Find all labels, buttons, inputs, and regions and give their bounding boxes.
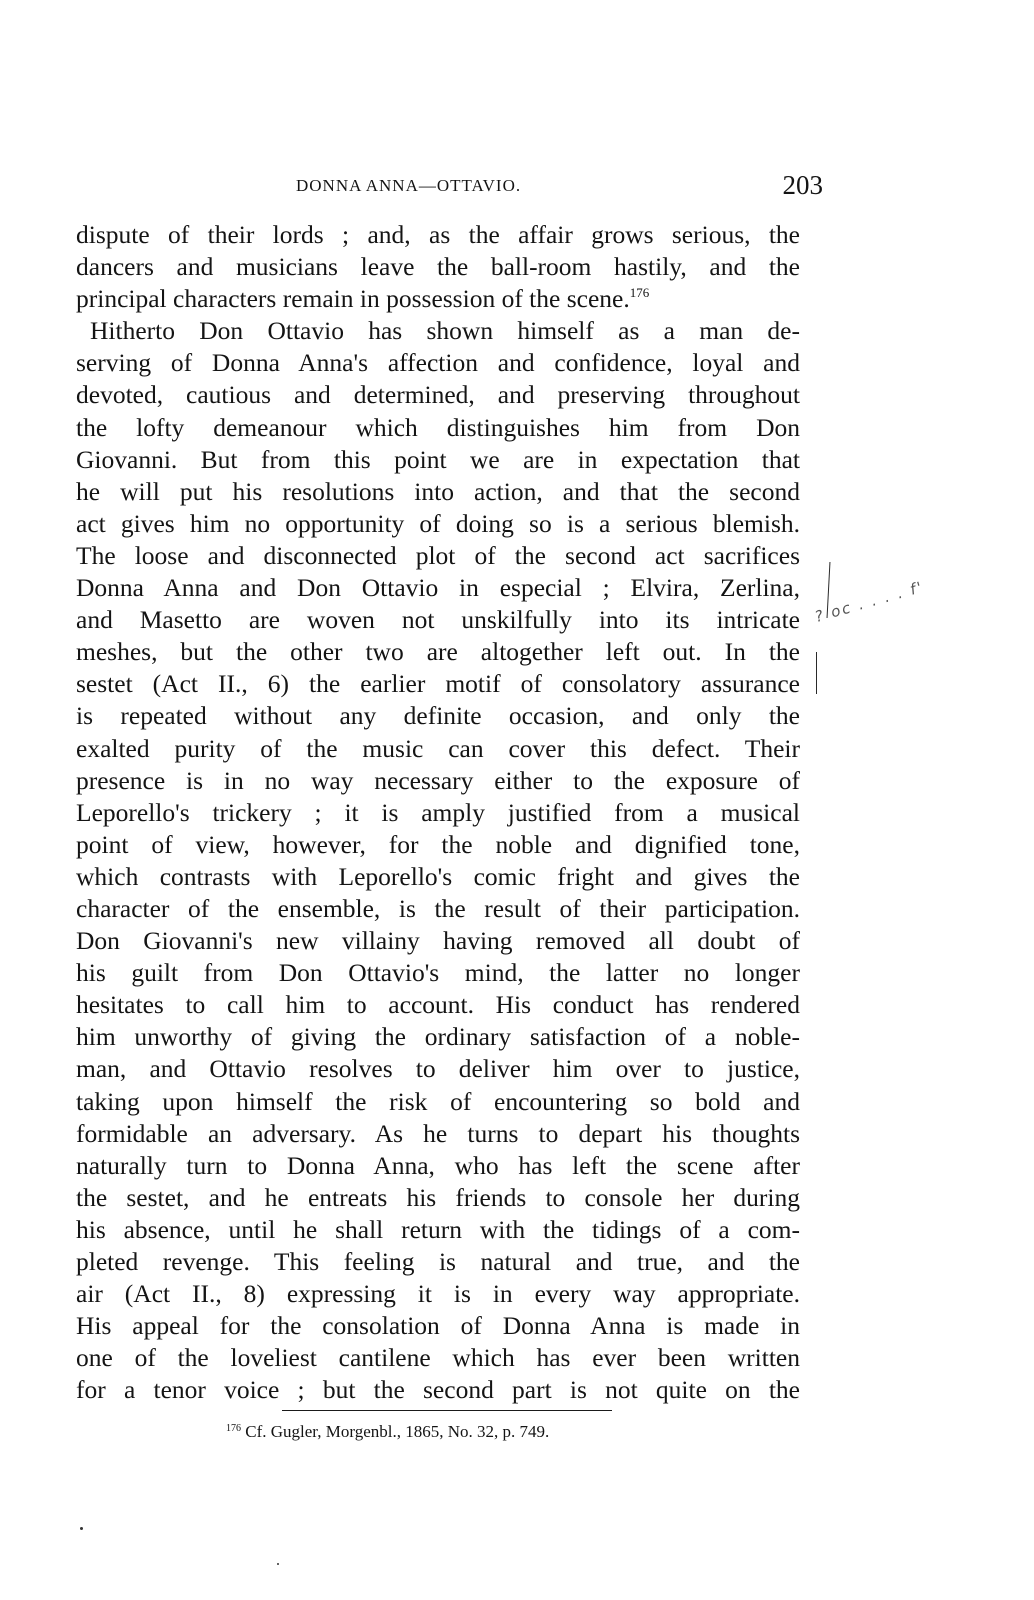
text-line: devoted, cautious and determined, and preserving throughout <box>76 380 800 410</box>
text-line: The loose and disconnected plot of the second act sacrifices <box>76 540 800 570</box>
text-line: exalted purity of the music can cover this defect. Their <box>76 733 800 763</box>
text-line: Don Giovanni's new villainy having removed all doubt of <box>76 926 800 956</box>
text-line: for a tenor voice ; but the second part is not quite on the <box>76 1375 800 1405</box>
text-line: dancers and musicians leave the ball-room hastily, and the <box>76 252 800 282</box>
text-line: his guilt from Don Ottavio's mind, the latter no longer <box>76 958 800 988</box>
text-line: act gives him no opportunity of doing so is a serious blemish. <box>76 508 800 538</box>
text-line: is repeated without any definite occasion, and only the <box>76 701 800 731</box>
text-line: Donna Anna and Don Ottavio in especial ; Elvira, Zerlina, <box>76 573 800 603</box>
text-line-content: principal characters remain in possession of the scene. <box>76 284 630 314</box>
footnote-ref: 176 <box>629 285 650 301</box>
footnote <box>226 1421 726 1443</box>
text-line: dispute of their lords ; and, as the affair grows serious, the <box>76 220 800 249</box>
text-line: Giovanni. But from this point we are in expectation that <box>76 444 800 474</box>
text-line: sestet (Act II., 6) the earlier motif of consolatory assurance <box>76 669 800 699</box>
text-line: taking upon himself the risk of encountering so bold and <box>76 1086 800 1116</box>
text-line: he will put his resolutions into action, and that the second <box>76 476 800 506</box>
text-line: his absence, until he shall return with the tidings of a com- <box>76 1214 800 1244</box>
text-line: formidable an adversary. As he turns to depart his thoughts <box>76 1118 800 1148</box>
text-line: man, and Ottavio resolves to deliver him over to justice, <box>76 1054 800 1084</box>
text-line: point of view, however, for the noble and dignified tone, <box>76 829 800 859</box>
text-line: presence is in no way necessary either to the exposure of <box>76 765 800 795</box>
text-line: hesitates to call him to account. His conduct has rendered <box>76 990 800 1020</box>
text-line: naturally turn to Donna Anna, who has left the scene after <box>76 1150 800 1180</box>
footnote-text: Cf. Gugler, Morgenbl., 1865, No. 32, p. 749. <box>245 1422 550 1441</box>
page-speck <box>80 1527 83 1530</box>
page-speck <box>277 1563 279 1565</box>
text-line: serving of Donna Anna's affection and confidence, loyal and <box>76 348 800 378</box>
margin-annotation: ? oc . . . . f' <box>812 577 926 627</box>
text-line: him unworthy of giving the ordinary satisfaction of a noble- <box>76 1022 800 1052</box>
body-text <box>76 219 800 1406</box>
text-line: Leporello's trickery ; it is amply justified from a musical <box>76 797 800 827</box>
text-line-with-footnote-ref <box>76 283 800 315</box>
margin-bracket <box>816 652 819 694</box>
running-title: DONNA ANNA—OTTAVIO. <box>296 176 522 195</box>
text-line: the lofty demeanour which distinguishes him from Don <box>76 412 800 442</box>
text-line: and Masetto are woven not unskilfully into its intricate <box>76 605 800 635</box>
text-line: the sestet, and he entreats his friends to console her during <box>76 1182 800 1212</box>
text-line: air (Act II., 8) expressing it is in every way appropriate. <box>76 1279 800 1309</box>
page-number: 203 <box>782 170 823 200</box>
text-line: one of the loveliest cantilene which has ever been written <box>76 1343 800 1373</box>
text-line: His appeal for the consolation of Donna Anna is made in <box>76 1311 800 1341</box>
text-line: meshes, but the other two are altogether left out. In the <box>76 637 800 667</box>
footnote-divider <box>282 1410 612 1411</box>
text-line: pleted revenge. This feeling is natural and true, and the <box>76 1247 800 1276</box>
running-head <box>296 170 823 204</box>
text-line: which contrasts with Leporello's comic fright and gives the <box>76 861 800 891</box>
text-line: Hitherto Don Ottavio has shown himself as a man de- <box>90 316 800 346</box>
text-line: character of the ensemble, is the result of their participation. <box>76 893 800 923</box>
footnote-number: 176 <box>226 1423 241 1434</box>
